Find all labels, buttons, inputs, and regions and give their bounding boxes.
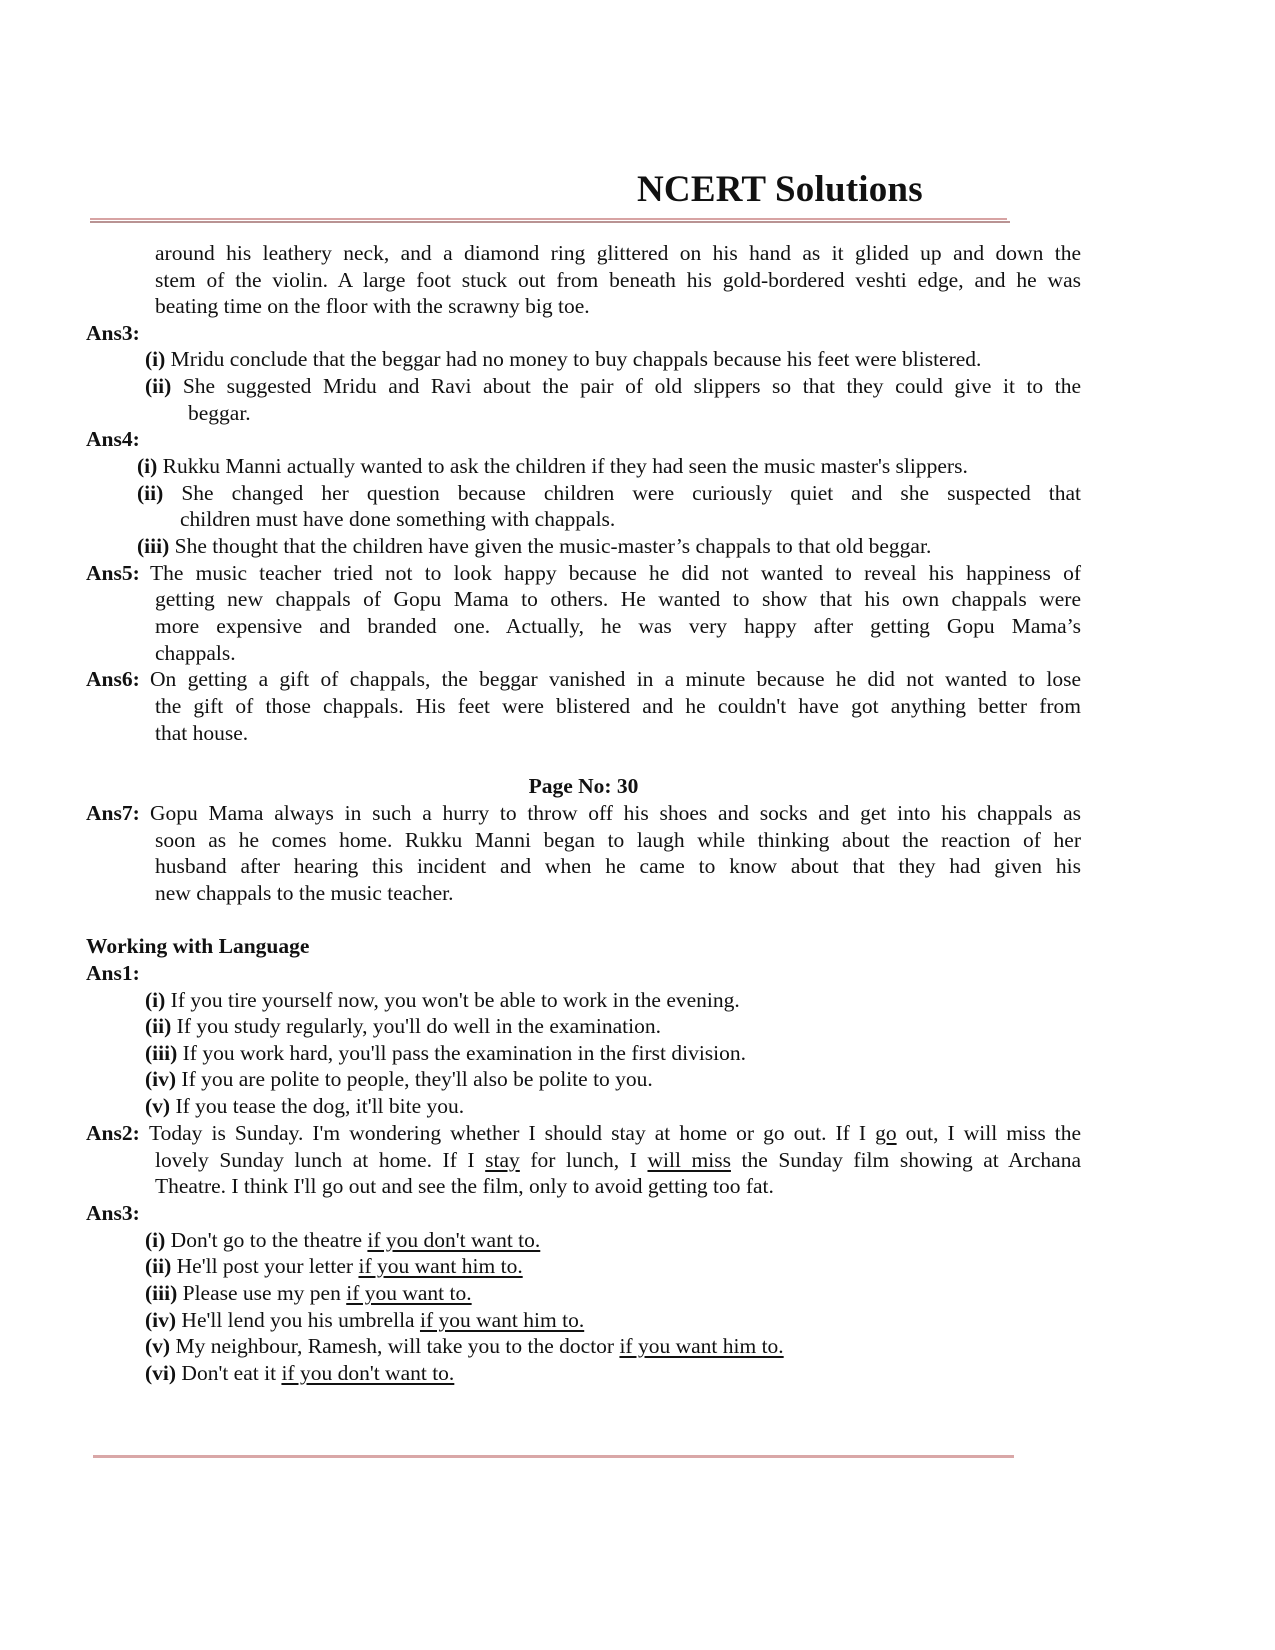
underlined-clause: if you want him to. [419,1308,585,1332]
item-number: (iii) [145,1041,178,1065]
paragraph-line: around his leathery neck, and a diamond ring glittered on his hand as it glided up and down the [155,241,1081,265]
answer-label: Ans1: [86,961,140,985]
item-text: Rukku Manni actually wanted to ask the children if they had seen the music master's slippers. [162,454,968,478]
item-text: He'll post your letter [176,1254,359,1278]
footer-rule [93,1455,1014,1458]
paragraph-line: the gift of those chappals. His feet were blistered and he couldn't have got anything better from [155,694,1081,718]
paragraph-line: getting new chappals of Gopu Mama to others. He wanted to show that his own chappals were [155,587,1081,611]
item-text: My neighbour, Ramesh, will take you to the doctor [175,1334,620,1358]
item-number: (i) [145,988,166,1012]
item-text: She thought that the children have given the music-master’s chappals to that old beggar. [174,534,932,558]
list-item [145,1066,653,1092]
item-text: Please use my pen [182,1281,347,1305]
underlined-clause: if you want him to. [358,1254,523,1278]
header-rule-shadow [90,221,1010,223]
item-text-cont: beggar. [188,401,251,425]
paragraph-line: that house. [155,721,249,745]
section-heading: Working with Language [86,934,310,958]
underlined-clause: if you want him to. [619,1334,784,1358]
paragraph-line: Gopu Mama always in such a hurry to throw off his shoes and socks and get into his chappals as [150,801,1081,825]
paragraph-line: Theatre. I think I'll go out and see the film, only to avoid getting too fat. [155,1174,774,1198]
answer-label: Ans5: [86,561,140,585]
list-item [145,1280,472,1306]
item-text: If you tease the dog, it'll bite you. [175,1094,465,1118]
item-number: (i) [145,347,166,371]
paragraph-line: chappals. [155,641,236,665]
paragraph-line: husband after hearing this incident and when he came to know about that they had given his [155,854,1081,878]
item-number: (iii) [145,1281,178,1305]
item-number: (ii) [145,1014,172,1038]
list-item [145,1333,784,1359]
header-title: NCERT Solutions [637,169,923,210]
answer-label: Ans4: [86,427,140,451]
underlined-clause: if you don't want to. [281,1361,455,1385]
list-item [145,1227,540,1253]
list-item [145,373,1081,399]
list-item [137,533,931,559]
paragraph-line: On getting a gift of chappals, the beggar vanished in a minute because he did not wanted to lose [150,667,1081,691]
page-number-heading: Page No: 30 [528,774,639,798]
paragraph-line: stem of the violin. A large foot stuck out from beneath his gold-bordered veshti edge, and he was [155,268,1081,292]
paragraph-line: soon as he comes home. Rukku Manni began to laugh while thinking about the reaction of her [155,828,1081,852]
list-item [145,987,740,1013]
item-text: Don't go to the theatre [170,1228,368,1252]
list-item [145,346,1081,372]
list-item [137,453,968,479]
paragraph-line: more expensive and branded one. Actually, he was very happy after getting Gopu Mama’s [155,614,1081,638]
list-item [145,1040,746,1066]
item-text: She suggested Mridu and Ravi about the pair of old slippers so that they could give it to the [182,374,1082,398]
item-number: (ii) [145,374,172,398]
item-number: (iv) [145,1308,177,1332]
item-text: Mridu conclude that the beggar had no money to buy chappals because his feet were blistered. [170,347,982,371]
text-run: Today is Sunday. I'm wondering whether I should stay at home or go out. If I [149,1121,876,1145]
item-text: He'll lend you his umbrella [181,1308,420,1332]
paragraph-line: new chappals to the music teacher. [155,881,454,905]
list-item [145,1093,464,1119]
item-text: If you are polite to people, they'll also be polite to you. [181,1067,653,1091]
answer-label: Ans3: [86,321,140,345]
underlined-clause: if you don't want to. [367,1228,541,1252]
answer-label: Ans6: [86,667,140,691]
item-number: (vi) [145,1361,177,1385]
paragraph-line [155,1147,1081,1173]
list-item [145,1360,454,1386]
item-text: She changed her question because children were curiously quiet and she suspected that [181,481,1081,505]
item-number: (i) [137,454,158,478]
underlined-phrase: will miss [647,1148,731,1172]
item-number: (i) [145,1228,166,1252]
paragraph-line [149,1120,1081,1146]
text-run: lovely Sunday lunch at home. If I [155,1148,486,1172]
item-text: Don't eat it [181,1361,282,1385]
text-run: for lunch, I [519,1148,648,1172]
underlined-clause: if you want to. [346,1281,472,1305]
item-text: If you study regularly, you'll do well in the examination. [176,1014,661,1038]
paragraph-line: The music teacher tried not to look happy because he did not wanted to reveal his happiness of [150,561,1081,585]
list-item [145,1253,523,1279]
answer-label: Ans2: [86,1121,140,1145]
item-number: (iv) [145,1067,177,1091]
item-number: (v) [145,1094,171,1118]
underlined-word: go [875,1121,897,1145]
answer-label: Ans3: [86,1201,140,1225]
text-run: out, I will miss the [896,1121,1081,1145]
list-item [145,1307,584,1333]
underlined-word: stay [485,1148,520,1172]
item-text-cont: children must have done something with chappals. [180,507,616,531]
list-item [137,480,1081,506]
item-number: (ii) [145,1254,172,1278]
paragraph-line: beating time on the floor with the scrawny big toe. [155,294,590,318]
item-text: If you work hard, you'll pass the examination in the first division. [182,1041,747,1065]
item-number: (v) [145,1334,171,1358]
list-item [145,1013,661,1039]
item-text: If you tire yourself now, you won't be able to work in the evening. [170,988,740,1012]
item-number: (iii) [137,534,170,558]
item-number: (ii) [137,481,164,505]
answer-label: Ans7: [86,801,140,825]
text-run: the Sunday film showing at Archana [730,1148,1081,1172]
header-rule [90,218,1007,220]
